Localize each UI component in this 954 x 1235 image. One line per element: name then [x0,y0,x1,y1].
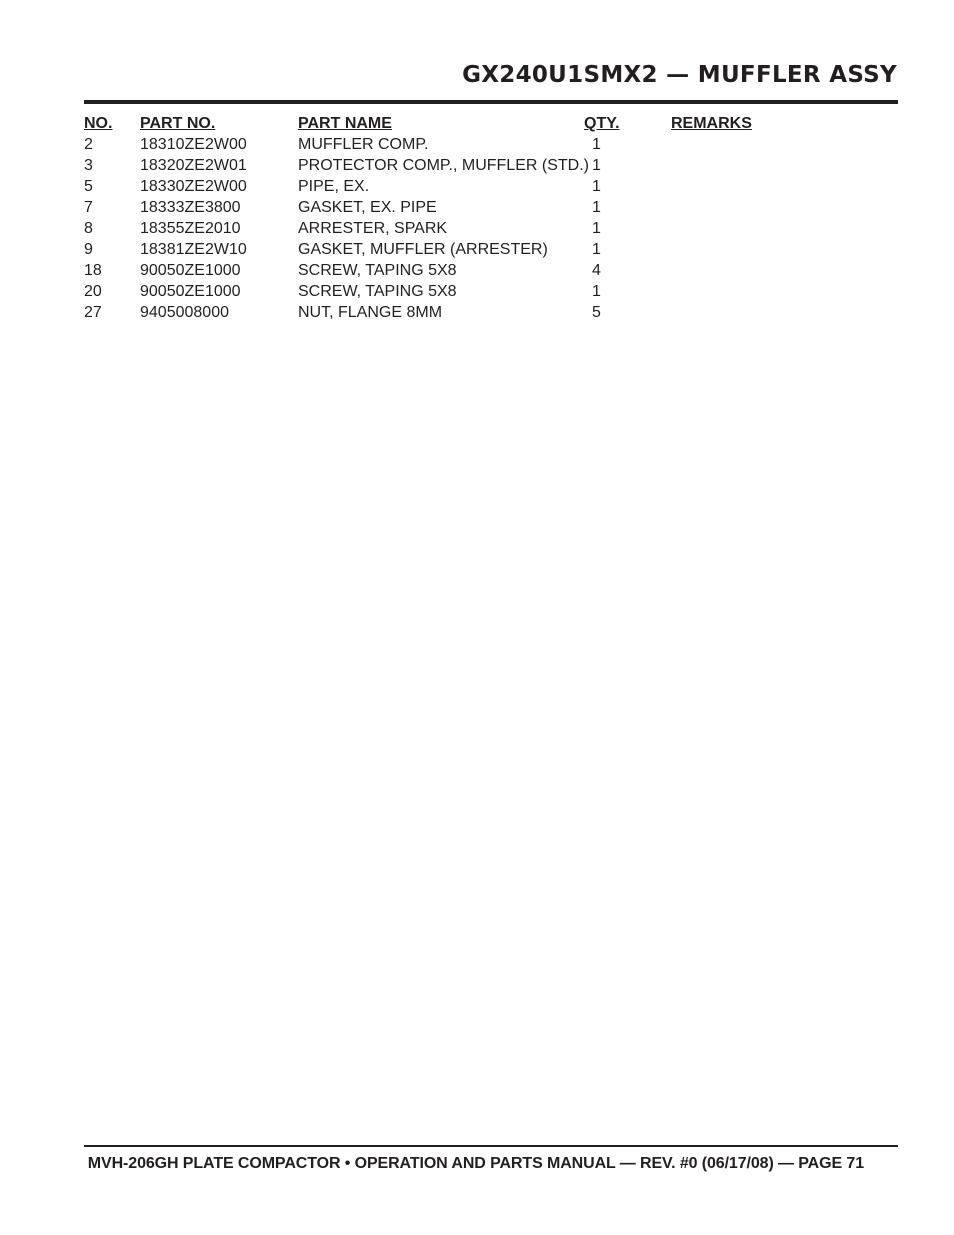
cell-part-no: 90050ZE1000 [140,283,241,300]
cell-part-no: 90050ZE1000 [140,262,241,279]
cell-no: 27 [84,304,102,321]
cell-part-name: PROTECTOR COMP., MUFFLER (STD.) [298,157,589,174]
header-no: NO. [84,115,113,132]
cell-part-name: SCREW, TAPING 5X8 [298,283,457,300]
cell-qty: 5 [592,304,601,321]
header-part-name: PART NAME [298,115,392,132]
cell-qty: 4 [592,262,601,279]
cell-part-name: MUFFLER COMP. [298,136,429,153]
cell-part-name: NUT, FLANGE 8MM [298,304,443,321]
cell-qty: 1 [592,199,601,216]
page-footer: MVH-206GH PLATE COMPACTOR • OPERATION AND PARTS MANUAL — REV. #0 (06/17/08) — PAGE 71 [87,1155,864,1172]
cell-part-no: 18333ZE3800 [140,199,241,216]
header-qty: QTY. [584,115,620,132]
cell-part-name: ARRESTER, SPARK [298,220,448,237]
cell-qty: 1 [592,283,601,300]
cell-qty: 1 [592,157,601,174]
cell-qty: 1 [592,241,601,258]
cell-no: 18 [84,262,102,279]
cell-qty: 1 [592,136,601,153]
cell-part-no: 18320ZE2W01 [140,157,247,174]
footer-rule [84,1145,898,1147]
header-part-no: PART NO. [140,115,216,132]
cell-no: 5 [84,178,93,195]
cell-no: 20 [84,283,102,300]
cell-part-name: SCREW, TAPING 5X8 [298,262,457,279]
cell-part-no: 18381ZE2W10 [140,241,247,258]
title-rule [84,100,898,104]
cell-no: 3 [84,157,93,174]
cell-part-no: 18330ZE2W00 [140,178,247,195]
cell-no: 7 [84,199,93,216]
cell-qty: 1 [592,220,601,237]
cell-no: 2 [84,136,93,153]
cell-part-no: 18355ZE2010 [140,220,241,237]
cell-part-name: PIPE, EX. [298,178,370,195]
page-title: GX240U1SMX2 — MUFFLER ASSY [462,62,897,88]
cell-qty: 1 [592,178,601,195]
cell-no: 9 [84,241,93,258]
cell-part-no: 18310ZE2W00 [140,136,247,153]
cell-no: 8 [84,220,93,237]
cell-part-no: 9405008000 [140,304,229,321]
cell-part-name: GASKET, EX. PIPE [298,199,437,216]
cell-part-name: GASKET, MUFFLER (ARRESTER) [298,241,548,258]
header-remarks: REMARKS [671,115,752,132]
